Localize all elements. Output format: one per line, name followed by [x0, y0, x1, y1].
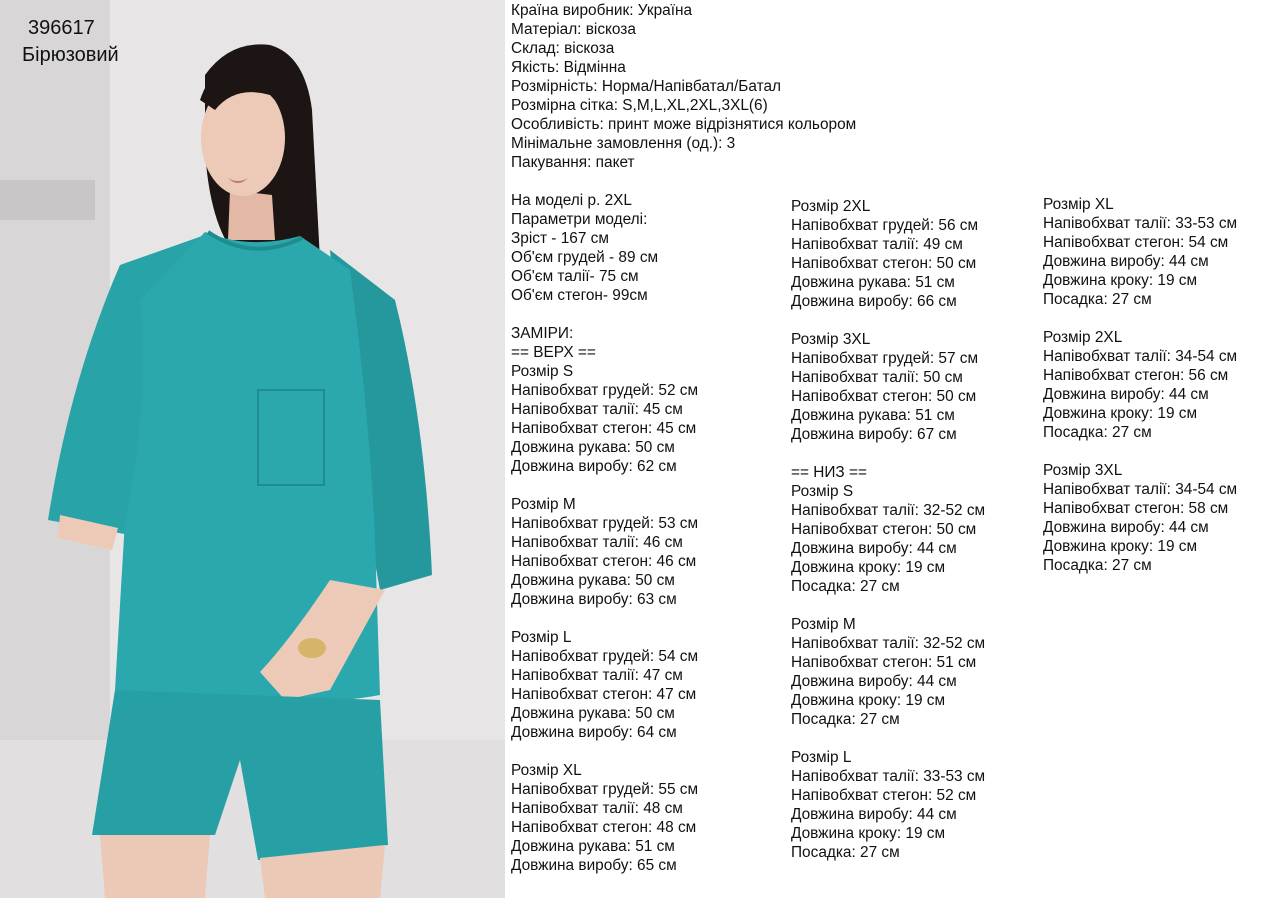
model-height: Зріст - 167 см: [511, 230, 609, 247]
top-size-3xl: Розмір 3XL: [791, 331, 871, 348]
model-chest: Об'єм грудей - 89 см: [511, 249, 659, 266]
measure-line: Довжина кроку: 19 см: [1043, 538, 1198, 555]
info-size-range: Розмірність: Норма/Напівбатал/Батал: [511, 78, 782, 95]
measure-line: Посадка: 27 см: [791, 578, 900, 595]
measure-line: Напівобхват талії: 47 см: [511, 667, 683, 684]
measure-line: Напівобхват стегон: 45 см: [511, 420, 697, 437]
measure-line: Напівобхват грудей: 52 см: [511, 382, 699, 399]
measure-line: Довжина кроку: 19 см: [1043, 405, 1198, 422]
model-hips: Об'єм стегон- 99см: [511, 287, 648, 304]
measure-line: Напівобхват стегон: 54 см: [1043, 234, 1229, 251]
measure-line: Напівобхват стегон: 50 см: [791, 255, 977, 272]
wristwatch: [298, 638, 326, 658]
info-min-order: Мінімальне замовлення (од.): 3: [511, 135, 736, 152]
top-heading: == ВЕРХ ==: [511, 344, 596, 361]
measure-line: Довжина рукава: 51 см: [791, 407, 955, 424]
measure-line: Посадка: 27 см: [1043, 557, 1152, 574]
bottom-heading: == НИЗ ==: [791, 464, 867, 481]
measure-line: Напівобхват стегон: 50 см: [791, 521, 977, 538]
bottom-size-xl: Розмір XL: [1043, 196, 1114, 213]
measure-line: Напівобхват талії: 33-53 см: [791, 768, 986, 785]
measure-line: Напівобхват грудей: 57 см: [791, 350, 979, 367]
info-material: Матеріал: віскоза: [511, 21, 636, 38]
info-packaging: Пакування: пакет: [511, 154, 635, 171]
measure-line: Напівобхват талії: 33-53 см: [1043, 215, 1238, 232]
measurements-heading: ЗАМІРИ:: [511, 325, 574, 342]
measure-line: Напівобхват стегон: 50 см: [791, 388, 977, 405]
measure-line: Напівобхват талії: 34-54 см: [1043, 348, 1238, 365]
measure-line: Довжина виробу: 62 см: [511, 458, 677, 475]
product-color: Бірюзовий: [22, 44, 119, 66]
measure-line: Довжина виробу: 44 см: [1043, 386, 1209, 403]
measure-line: Довжина виробу: 67 см: [791, 426, 957, 443]
measure-line: Довжина рукава: 50 см: [511, 572, 675, 589]
measure-line: Напівобхват стегон: 51 см: [791, 654, 977, 671]
measure-line: Напівобхват грудей: 55 см: [511, 781, 699, 798]
info-country: Країна виробник: Україна: [511, 2, 693, 19]
model-waist: Об'єм талії- 75 см: [511, 268, 639, 285]
measure-line: Посадка: 27 см: [1043, 424, 1152, 441]
measure-line: Довжина кроку: 19 см: [1043, 272, 1198, 289]
neck: [228, 190, 275, 240]
measure-line: Напівобхват стегон: 48 см: [511, 819, 697, 836]
measure-line: Напівобхват стегон: 52 см: [791, 787, 977, 804]
window-frame: [0, 180, 95, 220]
measure-line: Напівобхват талії: 49 см: [791, 236, 963, 253]
measure-line: Напівобхват стегон: 58 см: [1043, 500, 1229, 517]
measure-line: Напівобхват талії: 45 см: [511, 401, 683, 418]
measure-line: Довжина виробу: 44 см: [1043, 519, 1209, 536]
measure-line: Довжина рукава: 51 см: [511, 838, 675, 855]
model-params-heading: Параметри моделі:: [511, 211, 648, 228]
spec-column-2: [791, 197, 985, 862]
spec-column-3: [1043, 195, 1237, 575]
measure-line: Довжина виробу: 44 см: [791, 806, 957, 823]
measure-line: Напівобхват стегон: 46 см: [511, 553, 697, 570]
measure-line: Посадка: 27 см: [791, 711, 900, 728]
measure-line: Довжина виробу: 63 см: [511, 591, 677, 608]
measure-line: Довжина кроку: 19 см: [791, 825, 946, 842]
model-illustration: [0, 0, 505, 898]
product-sku: 396617: [28, 17, 95, 39]
measure-line: Напівобхват талії: 32-52 см: [791, 635, 986, 652]
measure-line: Напівобхват талії: 34-54 см: [1043, 481, 1238, 498]
measure-line: Напівобхват талії: 50 см: [791, 369, 963, 386]
top-size-xl: Розмір XL: [511, 762, 582, 779]
measure-line: Напівобхват грудей: 53 см: [511, 515, 699, 532]
bottom-size-l: Розмір L: [791, 749, 852, 766]
measure-line: Напівобхват талії: 32-52 см: [791, 502, 986, 519]
top-size-2xl: Розмір 2XL: [791, 198, 871, 215]
measure-line: Посадка: 27 см: [1043, 291, 1152, 308]
top-size-s: Розмір S: [511, 363, 574, 380]
left-leg: [100, 835, 210, 898]
measure-line: Посадка: 27 см: [791, 844, 900, 861]
top-size-l: Розмір L: [511, 629, 572, 646]
bottom-size-s: Розмір S: [791, 483, 854, 500]
measure-line: Довжина виробу: 65 см: [511, 857, 677, 874]
measure-line: Довжина кроку: 19 см: [791, 692, 946, 709]
measure-line: Довжина кроку: 19 см: [791, 559, 946, 576]
measure-line: Довжина виробу: 44 см: [1043, 253, 1209, 270]
measure-line: Довжина виробу: 44 см: [791, 540, 957, 557]
measure-line: Напівобхват стегон: 47 см: [511, 686, 697, 703]
bottom-size-3xl: Розмір 3XL: [1043, 462, 1123, 479]
info-quality: Якість: Відмінна: [511, 59, 626, 76]
measure-line: Напівобхват стегон: 56 см: [1043, 367, 1229, 384]
measure-line: Напівобхват талії: 48 см: [511, 800, 683, 817]
measure-line: Довжина рукава: 50 см: [511, 705, 675, 722]
measure-line: Довжина рукава: 50 см: [511, 439, 675, 456]
info-size-grid: Розмірна сітка: S,M,L,XL,2XL,3XL(6): [511, 97, 768, 114]
model-size: На моделі р. 2XL: [511, 192, 632, 209]
measure-line: Напівобхват талії: 46 см: [511, 534, 683, 551]
product-photo: [0, 0, 505, 898]
measure-line: Довжина виробу: 66 см: [791, 293, 957, 310]
measure-line: Напівобхват грудей: 54 см: [511, 648, 699, 665]
measure-line: Довжина виробу: 64 см: [511, 724, 677, 741]
bottom-size-2xl: Розмір 2XL: [1043, 329, 1123, 346]
top-size-m: Розмір M: [511, 496, 576, 513]
info-composition: Склад: віскоза: [511, 40, 615, 57]
measure-line: Довжина виробу: 44 см: [791, 673, 957, 690]
measure-line: Напівобхват грудей: 56 см: [791, 217, 979, 234]
info-feature: Особливість: принт може відрізнятися кольором: [511, 116, 857, 133]
bottom-size-m: Розмір M: [791, 616, 856, 633]
measure-line: Довжина рукава: 51 см: [791, 274, 955, 291]
